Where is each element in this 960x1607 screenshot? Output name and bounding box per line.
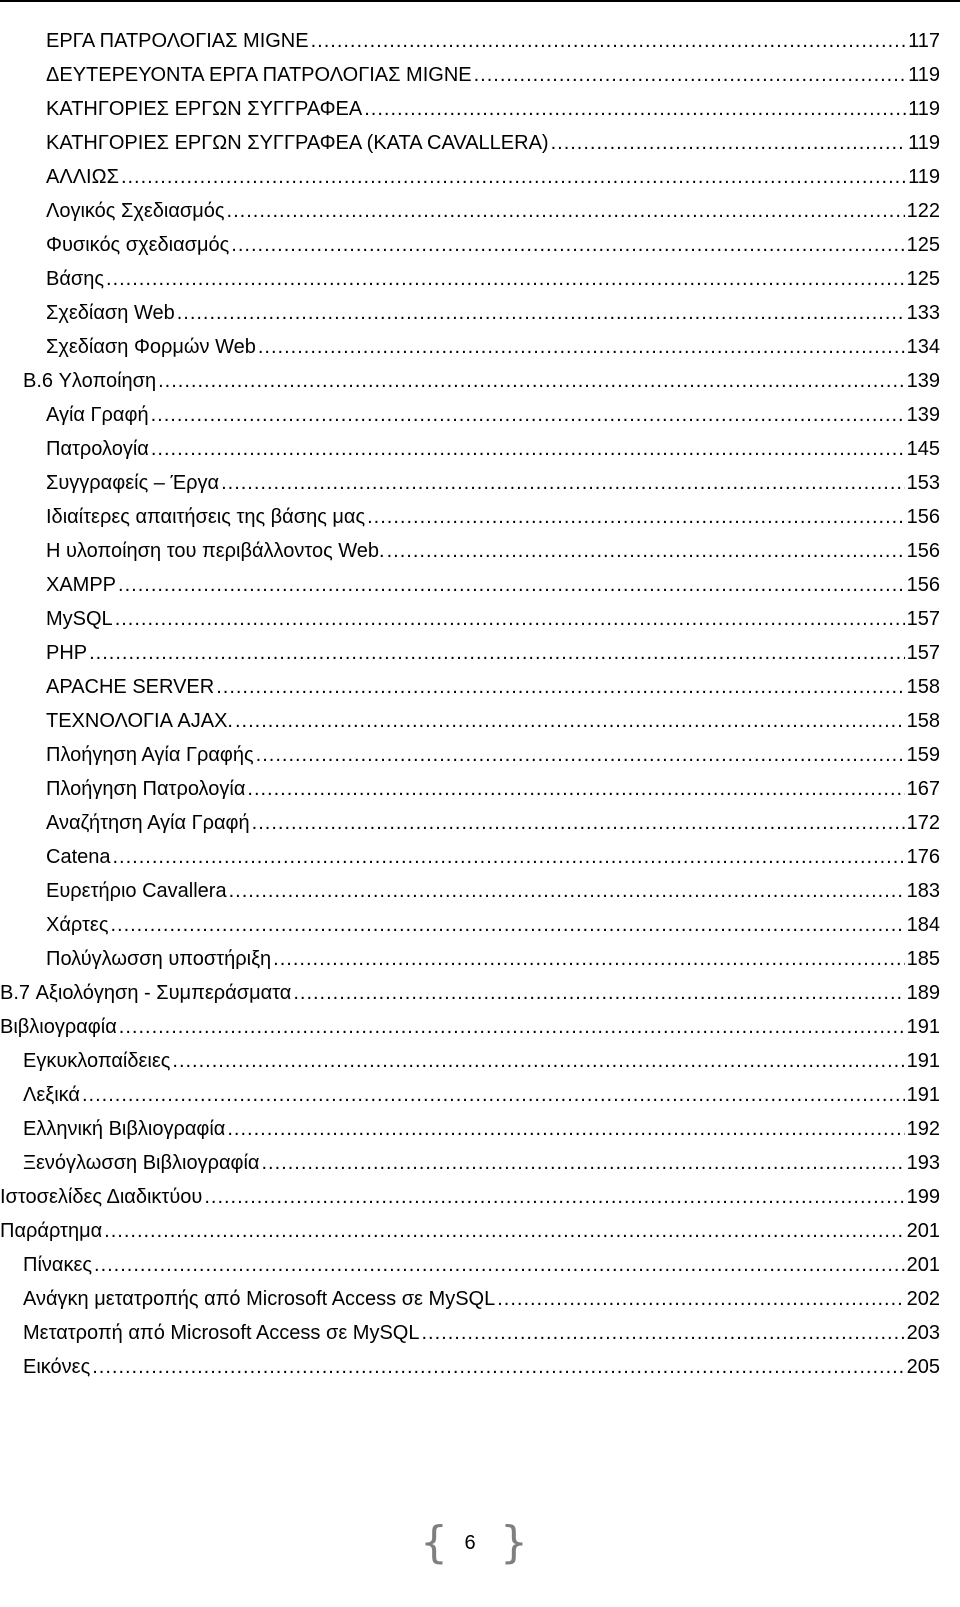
toc-entry-title: Πλοήγηση Πατρολογία bbox=[46, 778, 246, 800]
toc-dot-leader bbox=[421, 1316, 904, 1350]
toc-entry[interactable] bbox=[0, 704, 940, 738]
toc-entry[interactable] bbox=[0, 398, 940, 432]
toc-dot-leader bbox=[106, 262, 905, 296]
toc-entry[interactable] bbox=[0, 126, 940, 160]
toc-entry[interactable] bbox=[0, 466, 940, 500]
toc-dot-leader bbox=[247, 772, 904, 806]
right-brace-ornament: } bbox=[500, 1517, 528, 1568]
toc-entry-title: ΔΕΥΤΕΡΕΥΟΝΤΑ ΕΡΓΑ ΠΑΤΡΟΛΟΓΙΑΣ MIGNE bbox=[46, 64, 472, 86]
toc-entry-title: Συγγραφείς – Έργα bbox=[46, 472, 220, 494]
toc-entry-page-number: 205 bbox=[906, 1356, 940, 1378]
toc-entry[interactable] bbox=[0, 806, 940, 840]
toc-entry-title: ΕΡΓΑ ΠΑΤΡΟΛΟΓΙΑΣ MIGNE bbox=[46, 30, 309, 52]
toc-dot-leader bbox=[204, 1180, 904, 1214]
toc-entry-title: Ελληνική Βιβλιογραφία bbox=[23, 1118, 226, 1140]
toc-entry-title: Πατρολογία bbox=[46, 438, 149, 460]
toc-entry-title: Αναζήτηση Αγία Γραφή bbox=[46, 812, 250, 834]
toc-entry[interactable] bbox=[0, 772, 940, 806]
top-rule bbox=[0, 0, 960, 2]
toc-entry-title: Χάρτες bbox=[46, 914, 109, 936]
toc-entry-title: ΚΑΤΗΓΟΡΙΕΣ ΕΡΓΩΝ ΣΥΓΓΡΑΦΕΑ bbox=[46, 98, 363, 120]
toc-entry-title: Πολύγλωσση υποστήριξη bbox=[46, 948, 272, 970]
toc-entry-title: Βάσης bbox=[46, 268, 105, 290]
toc-dot-leader bbox=[364, 92, 906, 126]
toc-entry-title: Ιδιαίτερες απαιτήσεις της βάσης μας bbox=[46, 506, 366, 528]
toc-dot-leader bbox=[158, 364, 905, 398]
toc-entry-title: Εικόνες bbox=[23, 1356, 91, 1378]
toc-entry-page-number: 139 bbox=[906, 404, 940, 426]
toc-dot-leader bbox=[177, 296, 905, 330]
toc-entry-title: Μετατροπή από Microsoft Access σε MySQL bbox=[23, 1322, 420, 1344]
toc-entry[interactable] bbox=[0, 1078, 940, 1112]
toc-dot-leader bbox=[273, 942, 904, 976]
toc-entry-title: Ξενόγλωσση Βιβλιογραφία bbox=[23, 1152, 260, 1174]
toc-entry-title: PHP bbox=[46, 642, 88, 664]
toc-entry-page-number: 117 bbox=[908, 30, 940, 52]
toc-entry-title: Ανάγκη μετατροπής από Microsoft Access σε MySQL bbox=[23, 1288, 496, 1310]
toc-dot-leader bbox=[293, 976, 904, 1010]
toc-entry-page-number: 119 bbox=[908, 166, 940, 188]
toc-entry-page-number: 133 bbox=[906, 302, 940, 324]
toc-entry[interactable] bbox=[0, 432, 940, 466]
toc-entry[interactable] bbox=[0, 1146, 940, 1180]
toc-entry[interactable] bbox=[0, 636, 940, 670]
toc-entry-page-number: 202 bbox=[906, 1288, 940, 1310]
toc-dot-leader bbox=[82, 1078, 905, 1112]
toc-entry[interactable] bbox=[0, 568, 940, 602]
toc-dot-leader bbox=[474, 58, 907, 92]
toc-entry-page-number: 201 bbox=[906, 1254, 940, 1276]
toc-entry[interactable] bbox=[0, 364, 940, 398]
toc-dot-leader bbox=[151, 432, 905, 466]
toc-entry-page-number: 156 bbox=[906, 574, 940, 596]
toc-entry[interactable] bbox=[0, 500, 940, 534]
toc-entry[interactable] bbox=[0, 330, 940, 364]
toc-dot-leader bbox=[92, 1350, 904, 1384]
toc-entry-page-number: 191 bbox=[906, 1050, 940, 1072]
toc-entry-title: ΤΕΧΝΟΛΟΓΙΑ AJAX. bbox=[46, 710, 233, 732]
toc-entry[interactable] bbox=[0, 602, 940, 636]
toc-entry[interactable] bbox=[0, 1350, 940, 1384]
table-of-contents bbox=[0, 24, 940, 1384]
toc-entry-title: Αγία Γραφή bbox=[46, 404, 149, 426]
toc-dot-leader bbox=[227, 1112, 904, 1146]
toc-entry-title: Catena bbox=[46, 846, 111, 868]
toc-dot-leader bbox=[94, 1248, 905, 1282]
toc-entry-page-number: 172 bbox=[906, 812, 940, 834]
toc-entry-title: APACHE SERVER bbox=[46, 676, 215, 698]
toc-entry[interactable] bbox=[0, 92, 940, 126]
toc-entry-page-number: 122 bbox=[906, 200, 940, 222]
toc-entry-title: MySQL bbox=[46, 608, 113, 630]
toc-entry[interactable] bbox=[0, 1316, 940, 1350]
toc-dot-leader bbox=[118, 568, 905, 602]
toc-entry-page-number: 156 bbox=[906, 540, 940, 562]
toc-entry-page-number: 191 bbox=[906, 1016, 940, 1038]
toc-entry-page-number: 176 bbox=[906, 846, 940, 868]
toc-dot-leader bbox=[104, 1214, 904, 1248]
toc-entry-page-number: 193 bbox=[906, 1152, 940, 1174]
toc-entry[interactable] bbox=[0, 262, 940, 296]
toc-entry[interactable] bbox=[0, 296, 940, 330]
toc-entry-title: Σχεδίαση Φορμών Web bbox=[46, 336, 256, 358]
toc-entry-title: Ευρετήριο Cavallera bbox=[46, 880, 227, 902]
toc-dot-leader bbox=[258, 330, 905, 364]
toc-entry-title: Φυσικός σχεδιασμός bbox=[46, 234, 230, 256]
toc-entry[interactable] bbox=[0, 874, 940, 908]
toc-entry-title: ΚΑΤΗΓΟΡΙΕΣ ΕΡΓΩΝ ΣΥΓΓΡΑΦΕΑ (ΚΑΤΑ CAVALLERA) bbox=[46, 132, 549, 154]
toc-dot-leader bbox=[113, 840, 905, 874]
toc-dot-leader bbox=[151, 398, 905, 432]
toc-entry[interactable] bbox=[0, 840, 940, 874]
toc-entry[interactable] bbox=[0, 24, 940, 58]
toc-entry-page-number: 156 bbox=[906, 506, 940, 528]
toc-entry-page-number: 125 bbox=[906, 268, 940, 290]
toc-dot-leader bbox=[121, 160, 906, 194]
toc-entry-title: Λογικός Σχεδιασμός bbox=[46, 200, 225, 222]
toc-entry-page-number: 157 bbox=[906, 608, 940, 630]
toc-entry-page-number: 153 bbox=[906, 472, 940, 494]
toc-entry[interactable] bbox=[0, 1010, 940, 1044]
toc-dot-leader bbox=[261, 1146, 904, 1180]
toc-entry-page-number: 183 bbox=[906, 880, 940, 902]
toc-entry-title: Πίνακες bbox=[23, 1254, 93, 1276]
toc-dot-leader bbox=[216, 670, 904, 704]
toc-entry-title: B.6 Υλοποίηση bbox=[23, 370, 157, 392]
toc-entry-page-number: 134 bbox=[906, 336, 940, 358]
toc-dot-leader bbox=[119, 1010, 905, 1044]
toc-entry-page-number: 157 bbox=[906, 642, 940, 664]
toc-entry-page-number: 184 bbox=[906, 914, 940, 936]
toc-entry-page-number: 125 bbox=[906, 234, 940, 256]
toc-dot-leader bbox=[110, 908, 904, 942]
toc-entry[interactable] bbox=[0, 738, 940, 772]
page-number: 6 bbox=[464, 1532, 476, 1554]
toc-entry[interactable] bbox=[0, 1214, 940, 1248]
toc-entry[interactable] bbox=[0, 228, 940, 262]
left-brace-ornament: { bbox=[420, 1517, 448, 1568]
toc-entry-page-number: 145 bbox=[906, 438, 940, 460]
toc-entry[interactable] bbox=[0, 1248, 940, 1282]
toc-entry-title: XAMPP bbox=[46, 574, 117, 596]
toc-entry-page-number: 203 bbox=[906, 1322, 940, 1344]
toc-entry[interactable] bbox=[0, 1282, 940, 1316]
toc-entry[interactable] bbox=[0, 942, 940, 976]
toc-entry[interactable] bbox=[0, 1112, 940, 1146]
toc-entry-title: Βιβλιογραφία bbox=[0, 1016, 117, 1038]
toc-entry-title: Εγκυκλοπαίδειες bbox=[23, 1050, 171, 1072]
toc-dot-leader bbox=[252, 806, 905, 840]
toc-entry-page-number: 139 bbox=[906, 370, 940, 392]
toc-entry-page-number: 158 bbox=[906, 676, 940, 698]
toc-entry-page-number: 201 bbox=[906, 1220, 940, 1242]
toc-entry-title: Παράρτημα bbox=[0, 1220, 103, 1242]
toc-entry-page-number: 119 bbox=[908, 132, 940, 154]
toc-entry-title: Πλοήγηση Αγία Γραφής bbox=[46, 744, 254, 766]
toc-dot-leader bbox=[497, 1282, 904, 1316]
toc-dot-leader bbox=[256, 738, 905, 772]
toc-entry-page-number: 199 bbox=[906, 1186, 940, 1208]
toc-entry[interactable] bbox=[0, 670, 940, 704]
toc-entry-page-number: 159 bbox=[906, 744, 940, 766]
toc-entry-page-number: 119 bbox=[908, 64, 940, 86]
toc-entry-title: Ιστοσελίδες Διαδικτύου bbox=[0, 1186, 203, 1208]
toc-entry-page-number: 158 bbox=[906, 710, 940, 732]
toc-entry-page-number: 192 bbox=[906, 1118, 940, 1140]
toc-entry-page-number: 185 bbox=[906, 948, 940, 970]
toc-dot-leader bbox=[221, 466, 905, 500]
toc-dot-leader bbox=[172, 1044, 904, 1078]
toc-dot-leader bbox=[227, 194, 905, 228]
toc-entry[interactable] bbox=[0, 194, 940, 228]
toc-entry-title: Λεξικά bbox=[23, 1084, 80, 1106]
toc-entry[interactable] bbox=[0, 58, 940, 92]
toc-dot-leader bbox=[235, 704, 905, 738]
toc-entry[interactable] bbox=[0, 1180, 940, 1214]
toc-entry[interactable] bbox=[0, 908, 940, 942]
toc-dot-leader bbox=[229, 874, 905, 908]
toc-entry-title: ΑΛΛΙΩΣ bbox=[46, 166, 119, 188]
toc-dot-leader bbox=[115, 602, 905, 636]
toc-entry-page-number: 119 bbox=[908, 98, 940, 120]
toc-entry[interactable] bbox=[0, 160, 940, 194]
toc-dot-leader bbox=[551, 126, 907, 160]
toc-entry-page-number: 191 bbox=[906, 1084, 940, 1106]
toc-dot-leader bbox=[387, 534, 905, 568]
toc-entry[interactable] bbox=[0, 534, 940, 568]
toc-dot-leader bbox=[231, 228, 904, 262]
toc-entry-title: B.7 Αξιολόγηση - Συμπεράσματα bbox=[0, 982, 292, 1004]
page-footer bbox=[0, 1517, 960, 1570]
toc-dot-leader bbox=[367, 500, 905, 534]
toc-entry-page-number: 189 bbox=[906, 982, 940, 1004]
toc-entry-title: Σχεδίαση Web bbox=[46, 302, 175, 324]
toc-entry-title: Η υλοποίηση του περιβάλλοντος Web. bbox=[46, 540, 385, 562]
toc-entry-page-number: 167 bbox=[906, 778, 940, 800]
toc-dot-leader bbox=[89, 636, 905, 670]
toc-entry[interactable] bbox=[0, 976, 940, 1010]
toc-entry[interactable] bbox=[0, 1044, 940, 1078]
toc-dot-leader bbox=[311, 24, 907, 58]
